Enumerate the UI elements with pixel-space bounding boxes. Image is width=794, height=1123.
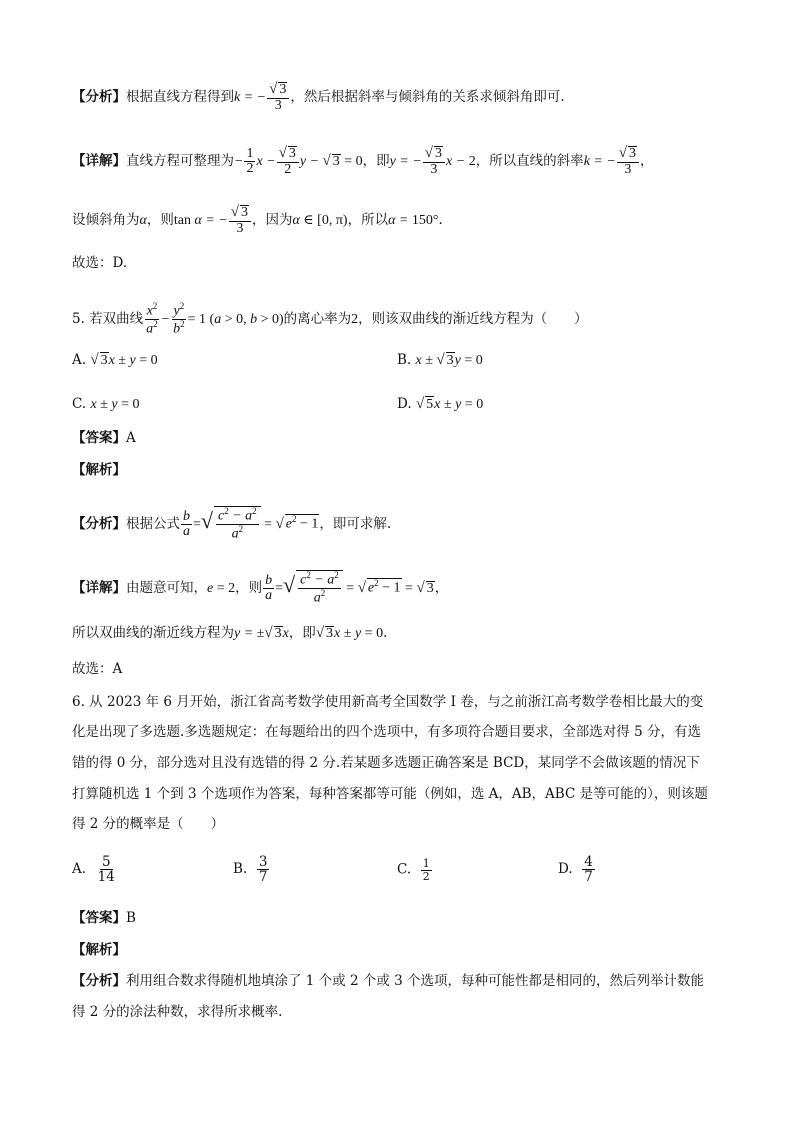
q6-stem-line: 化是出现了多选题.多选题规定：在每题给出的四个选项中，有多项符合题目要求，全部选对得 5 分，有选	[72, 724, 701, 740]
e-value: e = 2	[207, 581, 236, 597]
option-label: B.	[397, 352, 412, 368]
detail-text: 由题意可知，	[126, 580, 207, 597]
text: 设倾斜角为	[72, 211, 140, 228]
q4-angle-line: 设倾斜角为α，则tan α = − $\frac{√ 3}{3}$ ，因为α ∈ [0, π)，所以α = 150°.	[72, 204, 443, 236]
stem-text: 5. 若双曲线	[72, 311, 144, 328]
q6-analysis-line	[72, 975, 704, 989]
denominator: 7	[584, 869, 593, 886]
stem-text: 的离心率为	[283, 311, 352, 328]
option-label: A.	[72, 861, 87, 878]
text: ，即	[288, 625, 316, 641]
q6-stem-line: 错的得 0 分，部分选对且没有选错的得 2 分.若某题多选题正确答案是 BCD，某同学不会做该题的情况下	[72, 755, 700, 771]
q5-option-a: A. √ 3x ± y = 0	[72, 352, 158, 368]
answer-tag: 【答案】	[72, 430, 126, 446]
analysis-text: 利用组合数求得随机地填涂了 1 个或 2 个或 3 个选项，每种可能性都是相同的，然后列举计数能	[126, 973, 705, 989]
q6-jiexi	[72, 944, 126, 958]
q4-analysis-line	[72, 82, 565, 113]
q6-option-a	[72, 855, 118, 884]
analysis-text: ，然后根据斜率与倾斜角的关系求倾斜角即可.	[290, 88, 565, 105]
q4-detail-line: 【详解】直线方程可整理为− $\frac{1}{2}$ x − $\frac{√ 3}{2}$ y − √ 3 = 0，即y = − $\frac{√ 3}{3}$ x − 2，所以直线的斜率k = − $\frac{√ 3}{3}$ ，	[72, 145, 654, 177]
option-label: D.	[558, 861, 573, 878]
q5-option-b: B. x ± √ 3y = 0	[397, 352, 483, 368]
detail-tag: 【详解】	[72, 152, 126, 169]
denominator: 2	[422, 869, 430, 883]
asymptote-2: √ 3x ± y = 0	[315, 625, 384, 641]
answer-tag: 【答案】	[72, 910, 126, 926]
eccentricity-value: 2	[351, 312, 359, 328]
q6-analysis-line: 得 2 分的涂法种数，求得所求概率.	[72, 1004, 283, 1020]
analysis-text: 根据直线方程得到	[126, 88, 234, 105]
slope-value: k = − $\frac{√ 3}{3}$	[584, 154, 640, 169]
text: 所以双曲线的渐近线方程为	[72, 625, 234, 641]
q5-stem	[72, 302, 588, 338]
q6-option-d	[558, 855, 596, 884]
text: .	[438, 211, 443, 228]
detail-text: ，则	[235, 580, 263, 597]
numerator: 1	[422, 857, 430, 870]
text: ，则	[146, 211, 174, 228]
hyperbola-equation: $\frac{x^2}{a^2}$ − $\frac{y^2}{b^2}$ = 1 (a > 0, b > 0)	[146, 301, 284, 337]
numerator: 4	[584, 854, 593, 870]
q5-option-d: D. √ 5x ± y = 0	[397, 396, 484, 412]
angle-range: α ∈ [0, π)	[292, 212, 348, 228]
q5-jiexi	[72, 464, 126, 478]
analysis-tag: 【分析】	[72, 516, 126, 533]
slope-formula: k = − $\frac{√ 3}{3}$	[234, 90, 290, 105]
option-label: B.	[233, 861, 248, 878]
numerator: 5	[101, 854, 111, 870]
analysis-text: 根据公式	[126, 516, 180, 533]
option-label: C.	[72, 396, 87, 412]
numerator: 3	[258, 854, 268, 870]
denominator: 14	[97, 869, 115, 886]
jiexi-tag: 【解析】	[72, 462, 126, 478]
jiexi-tag: 【解析】	[72, 942, 126, 958]
option-label: D.	[397, 396, 412, 412]
tan-formula: tan α = − $\frac{√ 3}{3}$	[174, 213, 252, 228]
ratio-formula: $\frac{b}{a}$ =√ $\frac{c^2 - a^2}{a^2}$ = √ $e^2 - 1$	[183, 506, 319, 542]
option-label: A.	[72, 352, 87, 368]
text: ，因为	[251, 211, 293, 228]
analysis-tag: 【分析】	[72, 973, 126, 989]
q4-final: 故选：D.	[72, 255, 128, 271]
angle-result: α = 150°	[388, 212, 439, 228]
option-label: C.	[397, 861, 412, 878]
q6-answer-line	[72, 912, 136, 926]
asymptote-1: y = ±√ 3x	[234, 625, 289, 641]
analysis-tag: 【分析】	[72, 88, 126, 105]
answer-value: B	[126, 910, 136, 926]
q6-stem-line: 得 2 分的概率是（ ）	[72, 816, 225, 832]
q5-option-c: C. x ± y = 0	[72, 396, 140, 412]
q6-option-c	[397, 858, 433, 882]
q6-stem-line: 6. 从 2023 年 6 月开始，浙江省高考数学使用新高考全国数学 I 卷，与之前浙江高考数学卷相比最大的变	[72, 694, 704, 710]
detail-text: ，即	[362, 152, 390, 169]
slope-intercept-form: y = − $\frac{√ 3}{3}$ x − 2	[389, 145, 476, 177]
stem-text: ，则该双曲线的渐近线方程为（ ）	[358, 311, 588, 328]
detail-tag: 【详解】	[72, 580, 126, 597]
text: .	[383, 625, 388, 641]
q6-stem-line: 打算随机选 1 个到 3 个选项作为答案，每种答案都等可能（例如，选 A，AB，ABC 是等可能的），则该题	[72, 786, 708, 802]
line-equation: − $\frac{1}{2}$ x − $\frac{√ 3}{2}$ y − √ 3 = 0	[234, 145, 363, 177]
q5-asymptote-line	[72, 626, 387, 641]
q5-detail-line	[72, 570, 448, 607]
text: ，所以	[347, 211, 389, 228]
answer-value: A	[126, 430, 136, 446]
detail-text: 直线方程可整理为	[126, 152, 234, 169]
q5-analysis-line	[72, 506, 391, 543]
q5-answer-line	[72, 432, 136, 446]
q6-option-b	[233, 855, 270, 884]
detail-text: ，所以直线的斜率	[475, 152, 584, 169]
analysis-text: ，即可求解.	[319, 516, 392, 533]
detail-text: ，	[434, 580, 449, 597]
q5-final: 故选：A	[72, 661, 123, 677]
ratio-computation: $\frac{b}{a}$ =√ $\frac{c^2 - a^2}{a^2}$ = √ $e^2 - 1$ = √ 3	[265, 570, 434, 606]
denominator: 7	[258, 869, 268, 886]
